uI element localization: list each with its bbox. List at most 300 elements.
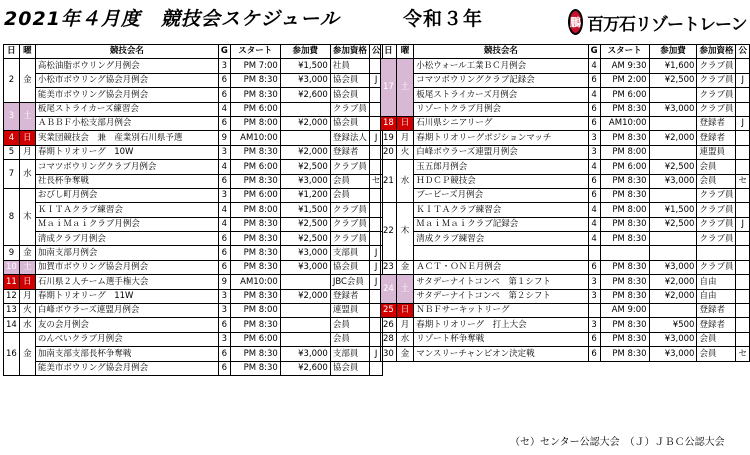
games-count: 6: [588, 260, 600, 274]
start-time: AM 9:00: [600, 304, 649, 318]
eligibility: クラブ員: [697, 260, 736, 274]
games-count: 3: [218, 59, 230, 73]
event-name: のんべいクラブ月例会: [35, 332, 218, 346]
event-name: 板尾ストライカーズ月例会: [414, 88, 588, 102]
eligibility: 連盟員: [330, 304, 369, 318]
eligibility: [697, 246, 736, 260]
start-time: PM 6:00: [230, 332, 280, 346]
eligibility: 会員: [330, 188, 369, 202]
event-name: 清成クラブ練習会: [414, 232, 588, 246]
weekday-cell: 月: [19, 145, 35, 159]
games-count: 3: [218, 289, 230, 303]
start-time: PM 6:00: [230, 188, 280, 202]
date-cell: 9: [4, 246, 20, 260]
date-cell: 30: [381, 347, 397, 361]
eligibility: 登録者: [697, 318, 736, 332]
header-row: [381, 45, 750, 59]
games-count: [588, 246, 600, 260]
date-cell: 19: [381, 131, 397, 145]
event-name: 加南支部月例会: [35, 246, 218, 260]
table-row: [4, 318, 383, 332]
start-time: PM 8:30: [230, 260, 280, 274]
entry-fee: ¥2,500: [280, 160, 330, 174]
brand-logo: [568, 8, 746, 36]
eligibility: クラブ員: [697, 102, 736, 116]
weekday-cell: 水: [19, 318, 35, 332]
certification-mark: [736, 304, 750, 318]
games-count: 3: [588, 145, 600, 159]
weekday-cell: 金: [19, 59, 35, 102]
table-row: [4, 217, 383, 231]
start-time: PM 8:30: [600, 232, 649, 246]
start-time: PM 8:30: [600, 332, 649, 346]
games-count: 6: [218, 361, 230, 375]
games-count: 3: [588, 131, 600, 145]
event-name: 石川県シニアリーグ: [414, 116, 588, 130]
event-name: 加南支部支部長杯争奪戦: [35, 347, 218, 361]
event-name: 春期トリオリーグ 10W: [35, 145, 218, 159]
header-games: G: [218, 45, 230, 59]
eligibility: 登録者: [330, 289, 369, 303]
table-row: [4, 160, 383, 174]
header-eligibility: 参加資格: [330, 45, 369, 59]
event-name: 清成クラブ月例会: [35, 232, 218, 246]
games-count: 6: [218, 88, 230, 102]
date-cell: 2: [4, 59, 20, 102]
table-row: [381, 246, 750, 260]
event-name: 友の会月例会: [35, 318, 218, 332]
event-name: コマツボウリングクラブ月例会: [35, 160, 218, 174]
eligibility: クラブ員: [697, 232, 736, 246]
start-time: PM 2:00: [600, 73, 649, 87]
certification-mark: [736, 131, 750, 145]
event-name: リゾートクラブ月例会: [414, 102, 588, 116]
entry-fee: ¥2,500: [649, 217, 697, 231]
table-row: [381, 145, 750, 159]
entry-fee: ¥2,500: [649, 160, 697, 174]
logo-text: 百万石リゾートレーン: [587, 14, 747, 35]
certification-mark: J: [736, 217, 750, 231]
event-name: 板尾ストライカーズ練習会: [35, 102, 218, 116]
event-name: ＡＢＢＦ小松支部月例会: [35, 116, 218, 130]
weekday-cell: 金: [396, 347, 413, 361]
certification-mark: J: [369, 73, 383, 87]
date-cell: 22: [381, 203, 397, 261]
games-count: 4: [588, 88, 600, 102]
start-time: PM 6:00: [600, 88, 649, 102]
eligibility: クラブ員: [697, 59, 736, 73]
table-row: [4, 332, 383, 346]
games-count: 4: [218, 203, 230, 217]
weekday-cell: 土: [396, 275, 413, 304]
schedule-table-right: [380, 44, 750, 362]
table-row: [4, 246, 383, 260]
eligibility: クラブ員: [330, 102, 369, 116]
entry-fee: ¥2,000: [280, 116, 330, 130]
entry-fee: [649, 145, 697, 159]
eligibility: 協会員: [330, 361, 369, 375]
date-cell: 26: [381, 318, 397, 332]
start-time: PM 6:00: [600, 160, 649, 174]
games-count: 3: [588, 289, 600, 303]
eligibility: 連盟員: [697, 145, 736, 159]
table-row: [381, 88, 750, 102]
table-row: [381, 160, 750, 174]
certification-mark: J: [369, 260, 383, 274]
entry-fee: ¥3,000: [280, 347, 330, 361]
start-time: PM 8:30: [230, 217, 280, 231]
event-name: 春期トリオリーグポジションマッチ: [414, 131, 588, 145]
header-fee: 参加費: [280, 45, 330, 59]
games-count: 6: [218, 116, 230, 130]
entry-fee: ¥3,000: [280, 73, 330, 87]
start-time: PM 8:30: [600, 217, 649, 231]
table-row: [4, 131, 383, 145]
event-name: コマツボウリングクラブ記録会: [414, 73, 588, 87]
certification-mark: J: [736, 73, 750, 87]
eligibility: 支部員: [330, 246, 369, 260]
header-date: 日: [381, 45, 397, 59]
header-certified: 公: [736, 45, 750, 59]
eligibility: 会員: [697, 347, 736, 361]
header-name: 競技会名: [414, 45, 588, 59]
date-cell: 20: [381, 145, 397, 159]
certification-mark: セ: [369, 174, 383, 188]
entry-fee: ¥2,000: [649, 131, 697, 145]
table-row: [4, 361, 383, 375]
entry-fee: ¥1,600: [649, 59, 697, 73]
start-time: PM 8:30: [230, 289, 280, 303]
entry-fee: ¥2,500: [280, 232, 330, 246]
eligibility: 登録者: [697, 116, 736, 130]
table-row: [381, 73, 750, 87]
entry-fee: ¥2,000: [280, 289, 330, 303]
table-row: [4, 260, 383, 274]
date-cell: 10: [4, 260, 20, 274]
event-name: 加賀市ボウリング協会月例会: [35, 260, 218, 274]
certification-mark: J: [369, 275, 383, 289]
eligibility: 社員: [330, 59, 369, 73]
weekday-cell: 水: [396, 160, 413, 203]
weekday-cell: 日: [19, 275, 35, 289]
entry-fee: ¥2,000: [649, 289, 697, 303]
header-name: 競技会名: [35, 45, 218, 59]
table-row: [381, 304, 750, 318]
certification-mark: J: [369, 246, 383, 260]
certification-mark: [736, 59, 750, 73]
eligibility: クラブ員: [697, 203, 736, 217]
weekday-cell: 日: [396, 116, 413, 130]
table-row: [381, 131, 750, 145]
entry-fee: ¥2,000: [280, 145, 330, 159]
table-row: [4, 232, 383, 246]
certification-mark: [736, 102, 750, 116]
date-cell: 25: [381, 304, 397, 318]
header-games: G: [588, 45, 600, 59]
games-count: 6: [218, 318, 230, 332]
games-count: 6: [588, 347, 600, 361]
entry-fee: ¥3,000: [280, 246, 330, 260]
table-row: [4, 59, 383, 73]
date-cell: 7: [4, 160, 20, 189]
certification-mark: [736, 188, 750, 202]
entry-fee: ¥500: [649, 318, 697, 332]
start-time: PM 8:30: [230, 347, 280, 361]
start-time: PM 6:00: [230, 160, 280, 174]
eligibility: JBC会員: [330, 275, 369, 289]
games-count: 6: [218, 174, 230, 188]
table-row: [381, 347, 750, 361]
date-cell: 8: [4, 188, 20, 246]
table-row: [4, 188, 383, 202]
event-name: 能美市ボウリング協会月例会: [35, 361, 218, 375]
date-cell: 16: [4, 332, 20, 375]
games-count: 6: [588, 332, 600, 346]
schedule-table-left: [3, 44, 383, 376]
certification-mark: J: [736, 116, 750, 130]
start-time: PM 8:30: [600, 275, 649, 289]
eligibility: 登録者: [697, 131, 736, 145]
eligibility: クラブ員: [697, 73, 736, 87]
certification-mark: [736, 203, 750, 217]
start-time: PM 8:30: [230, 145, 280, 159]
games-count: 6: [218, 232, 230, 246]
eligibility: クラブ員: [330, 203, 369, 217]
eligibility: 自由: [697, 289, 736, 303]
era-label: 令和３年: [403, 8, 484, 30]
entry-fee: [649, 116, 697, 130]
weekday-cell: 土: [19, 102, 35, 131]
date-cell: 14: [4, 318, 20, 332]
legend-footnote: （セ）センター公認大会 （Ｊ）ＪＢＣ公認大会: [510, 437, 725, 448]
start-time: PM 8:00: [230, 116, 280, 130]
date-cell: 5: [4, 145, 20, 159]
entry-fee: [280, 304, 330, 318]
start-time: AM10:00: [600, 116, 649, 130]
event-name: [414, 246, 588, 260]
certification-mark: [736, 246, 750, 260]
games-count: 3: [218, 304, 230, 318]
eligibility: クラブ員: [697, 217, 736, 231]
games-count: 6: [218, 246, 230, 260]
games-count: 4: [588, 59, 600, 73]
date-cell: 13: [4, 304, 20, 318]
weekday-cell: 金: [19, 332, 35, 375]
table-row: [381, 232, 750, 246]
event-name: 能美市ボウリング協会月例会: [35, 88, 218, 102]
event-name: 高松油脂ボウリング月例会: [35, 59, 218, 73]
eligibility: 会員: [697, 174, 736, 188]
table-row: [4, 203, 383, 217]
games-count: 6: [588, 102, 600, 116]
eligibility: 会員: [697, 332, 736, 346]
entry-fee: ¥3,000: [649, 174, 697, 188]
eligibility: クラブ員: [330, 160, 369, 174]
logo-emblem-icon: 鵬: [568, 9, 583, 35]
start-time: PM 8:00: [230, 203, 280, 217]
start-time: PM 6:00: [230, 102, 280, 116]
eligibility: 自由: [697, 275, 736, 289]
event-name: 小松ウォール工業ＢＣ月例会: [414, 59, 588, 73]
entry-fee: [649, 304, 697, 318]
page-title: 2021年４月度 競技会スケジュール: [4, 8, 340, 30]
games-count: 6: [218, 73, 230, 87]
start-time: PM 8:00: [230, 304, 280, 318]
certification-mark: [736, 289, 750, 303]
start-time: PM 8:30: [230, 318, 280, 332]
table-row: [4, 304, 383, 318]
certification-mark: J: [369, 131, 383, 145]
eligibility: 登録者: [330, 145, 369, 159]
start-time: PM 8:30: [230, 174, 280, 188]
weekday-cell: 木: [396, 203, 413, 261]
certification-mark: [736, 318, 750, 332]
weekday-cell: 日: [19, 131, 35, 145]
certification-mark: [369, 361, 383, 375]
games-count: 4: [588, 217, 600, 231]
table-row: [4, 174, 383, 188]
eligibility: 会員: [697, 160, 736, 174]
start-time: [600, 246, 649, 260]
entry-fee: ¥2,000: [649, 275, 697, 289]
start-time: PM 8:30: [600, 131, 649, 145]
table-row: [381, 102, 750, 116]
entry-fee: [280, 318, 330, 332]
eligibility: 会員: [330, 174, 369, 188]
event-name: マンスリーチャンピオン決定戦: [414, 347, 588, 361]
eligibility: 会員: [330, 332, 369, 346]
event-name: 社長杯争奪戦: [35, 174, 218, 188]
header-start: スタート: [600, 45, 649, 59]
event-name: 春期トリオリーグ 11W: [35, 289, 218, 303]
event-name: 白峰ボウラーズ連盟月例会: [35, 304, 218, 318]
table-row: [381, 203, 750, 217]
weekday-cell: 金: [396, 260, 413, 274]
date-cell: 3: [4, 102, 20, 131]
games-count: 6: [588, 188, 600, 202]
date-cell: 4: [4, 131, 20, 145]
start-time: PM 8:30: [600, 102, 649, 116]
event-name: 石川県２人チーム選手権大会: [35, 275, 218, 289]
table-row: [381, 116, 750, 130]
games-count: 4: [218, 160, 230, 174]
date-cell: 24: [381, 275, 397, 304]
games-count: 3: [588, 275, 600, 289]
eligibility: クラブ員: [697, 88, 736, 102]
entry-fee: [280, 131, 330, 145]
header-row: [4, 45, 383, 59]
start-time: PM 8:30: [600, 347, 649, 361]
table-row: [4, 102, 383, 116]
eligibility: 協会員: [330, 73, 369, 87]
entry-fee: ¥3,000: [280, 260, 330, 274]
entry-fee: ¥2,600: [280, 88, 330, 102]
entry-fee: [649, 188, 697, 202]
event-name: リゾート杯争奪戦: [414, 332, 588, 346]
weekday-cell: 金: [19, 246, 35, 260]
start-time: PM 8:00: [600, 203, 649, 217]
certification-mark: J: [369, 347, 383, 361]
games-count: 6: [218, 347, 230, 361]
entry-fee: ¥1,200: [280, 188, 330, 202]
start-time: PM 8:30: [230, 88, 280, 102]
start-time: PM 8:00: [600, 145, 649, 159]
event-name: ブービーズ月例会: [414, 188, 588, 202]
entry-fee: ¥2,500: [649, 73, 697, 87]
start-time: PM 8:30: [600, 188, 649, 202]
table-row: [381, 174, 750, 188]
start-time: PM 8:30: [230, 73, 280, 87]
header-eligibility: 参加資格: [697, 45, 736, 59]
certification-mark: [736, 160, 750, 174]
entry-fee: [280, 102, 330, 116]
date-cell: 23: [381, 260, 397, 274]
games-count: 9: [218, 131, 230, 145]
weekday-cell: 日: [396, 304, 413, 318]
weekday-cell: 月: [396, 131, 413, 145]
start-time: PM 8:30: [230, 246, 280, 260]
games-count: 6: [588, 73, 600, 87]
header-fee: 参加費: [649, 45, 697, 59]
start-time: PM 8:30: [230, 232, 280, 246]
games-count: 4: [588, 160, 600, 174]
table-row: [4, 145, 383, 159]
event-name: 実業団競技会 兼 産業別石川県予選: [35, 131, 218, 145]
table-row: [381, 188, 750, 202]
date-cell: 18: [381, 116, 397, 130]
entry-fee: [649, 232, 697, 246]
entry-fee: ¥3,000: [280, 174, 330, 188]
event-name: 玉五郎月例会: [414, 160, 588, 174]
games-count: 3: [218, 332, 230, 346]
table-row: [4, 275, 383, 289]
event-name: ＭａｉＭａｉクラブ記録会: [414, 217, 588, 231]
event-name: ＨＤＣＰ競技会: [414, 174, 588, 188]
header-weekday: 曜: [396, 45, 413, 59]
weekday-cell: 土: [396, 59, 413, 117]
start-time: AM 9:30: [600, 59, 649, 73]
games-count: 4: [218, 217, 230, 231]
eligibility: 支部員: [330, 347, 369, 361]
table-row: [381, 275, 750, 289]
date-cell: 11: [4, 275, 20, 289]
entry-fee: ¥1,500: [280, 203, 330, 217]
entry-fee: ¥2,600: [280, 361, 330, 375]
eligibility: クラブ員: [697, 188, 736, 202]
games-count: 6: [588, 174, 600, 188]
table-row: [4, 88, 383, 102]
event-name: ＮＢＦサーキットリーグ: [414, 304, 588, 318]
weekday-cell: 火: [19, 304, 35, 318]
event-name: ＭａｉＭａｉクラブ月例会: [35, 217, 218, 231]
start-time: PM 8:30: [230, 361, 280, 375]
entry-fee: ¥3,000: [649, 260, 697, 274]
table-row: [381, 217, 750, 231]
entry-fee: [280, 275, 330, 289]
weekday-cell: 木: [19, 188, 35, 246]
date-cell: 12: [4, 289, 20, 303]
date-cell: 28: [381, 332, 397, 346]
event-name: サタデーナイトコンペ 第１シフト: [414, 275, 588, 289]
start-time: PM 8:30: [600, 318, 649, 332]
entry-fee: ¥3,000: [649, 347, 697, 361]
certification-mark: セ: [736, 347, 750, 361]
table-row: [4, 289, 383, 303]
games-count: 6: [588, 116, 600, 130]
table-row: [4, 347, 383, 361]
table-row: [381, 318, 750, 332]
entry-fee: ¥3,000: [649, 332, 697, 346]
